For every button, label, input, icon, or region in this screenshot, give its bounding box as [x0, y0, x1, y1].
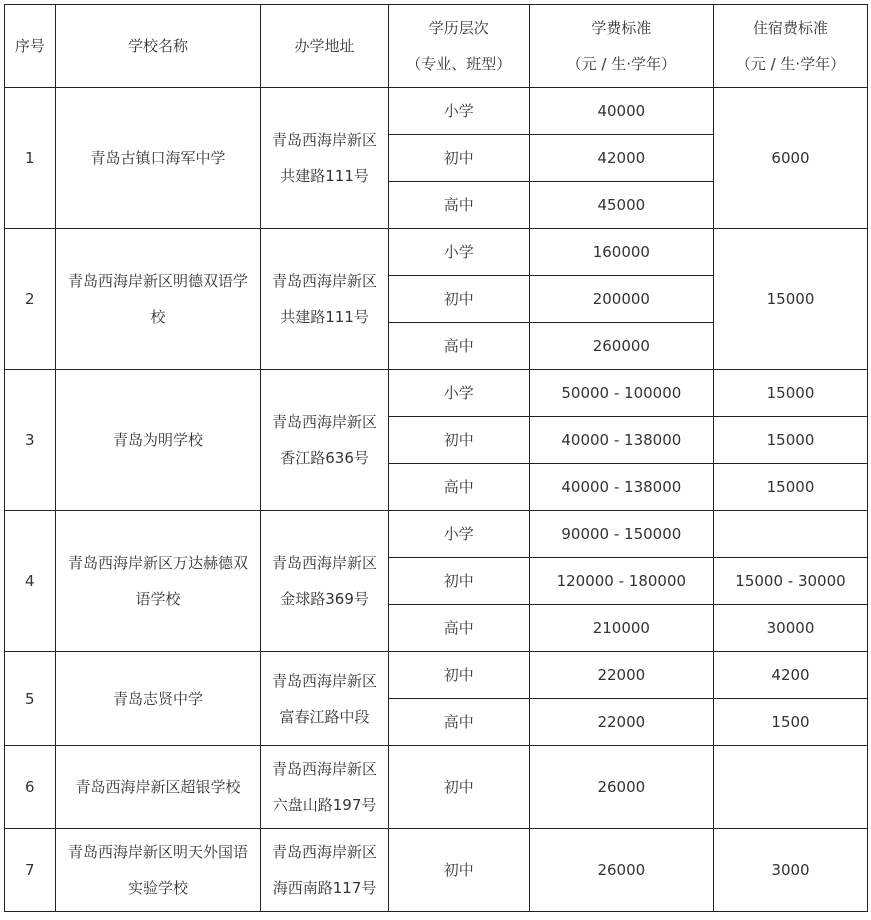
- school-index: 2: [5, 229, 56, 370]
- school-address: 青岛西海岸新区 金球路369号: [261, 511, 389, 652]
- tuition-cell: 22000: [529, 652, 713, 699]
- school-index: 7: [5, 829, 56, 912]
- header-level: 学历层次 （专业、班型）: [388, 5, 529, 88]
- tuition-cell: 50000 - 100000: [529, 370, 713, 417]
- table-row: [5, 229, 868, 276]
- school-name: 青岛西海岸新区超银学校: [55, 746, 261, 829]
- level-cell: 小学: [388, 229, 529, 276]
- school-address: 青岛西海岸新区 共建路111号: [261, 229, 389, 370]
- header-index: 序号: [5, 5, 56, 88]
- school-index: 6: [5, 746, 56, 829]
- level-cell: 高中: [388, 323, 529, 370]
- school-name: 青岛西海岸新区万达赫德双 语学校: [55, 511, 261, 652]
- school-index: 3: [5, 370, 56, 511]
- level-cell: 小学: [388, 88, 529, 135]
- header-row: [5, 5, 868, 88]
- school-index: 4: [5, 511, 56, 652]
- tuition-cell: 22000: [529, 699, 713, 746]
- school-address: 青岛西海岸新区 富春江路中段: [261, 652, 389, 746]
- boarding-cell: 15000: [714, 464, 868, 511]
- school-index: 5: [5, 652, 56, 746]
- boarding-cell: 6000: [714, 88, 868, 229]
- tuition-cell: 26000: [529, 746, 713, 829]
- tuition-cell: 90000 - 150000: [529, 511, 713, 558]
- tuition-cell: 120000 - 180000: [529, 558, 713, 605]
- level-cell: 初中: [388, 652, 529, 699]
- school-name: 青岛为明学校: [55, 370, 261, 511]
- level-cell: 高中: [388, 699, 529, 746]
- boarding-cell: 15000: [714, 417, 868, 464]
- level-cell: 初中: [388, 746, 529, 829]
- level-cell: 高中: [388, 182, 529, 229]
- boarding-cell: 1500: [714, 699, 868, 746]
- boarding-cell: [714, 511, 868, 558]
- tuition-cell: 40000 - 138000: [529, 464, 713, 511]
- school-name: 青岛志贤中学: [55, 652, 261, 746]
- level-cell: 小学: [388, 370, 529, 417]
- tuition-cell: 260000: [529, 323, 713, 370]
- tuition-cell: 42000: [529, 135, 713, 182]
- table-row: [5, 746, 868, 829]
- school-address: 青岛西海岸新区 香江路636号: [261, 370, 389, 511]
- level-cell: 高中: [388, 605, 529, 652]
- boarding-cell: 3000: [714, 829, 868, 912]
- tuition-cell: 40000: [529, 88, 713, 135]
- table-row: [5, 829, 868, 912]
- level-cell: 小学: [388, 511, 529, 558]
- tuition-cell: 160000: [529, 229, 713, 276]
- tuition-cell: 26000: [529, 829, 713, 912]
- header-address: 办学地址: [261, 5, 389, 88]
- header-school-name: 学校名称: [55, 5, 261, 88]
- school-name: 青岛西海岸新区明德双语学 校: [55, 229, 261, 370]
- fee-table: [4, 4, 868, 912]
- boarding-cell: [714, 746, 868, 829]
- school-address: 青岛西海岸新区 共建路111号: [261, 88, 389, 229]
- tuition-cell: 45000: [529, 182, 713, 229]
- level-cell: 初中: [388, 829, 529, 912]
- level-cell: 初中: [388, 558, 529, 605]
- boarding-cell: 15000 - 30000: [714, 558, 868, 605]
- level-cell: 高中: [388, 464, 529, 511]
- header-tuition: 学费标准 （元 / 生·学年）: [529, 5, 713, 88]
- table-row: [5, 511, 868, 558]
- level-cell: 初中: [388, 135, 529, 182]
- school-address: 青岛西海岸新区 六盘山路197号: [261, 746, 389, 829]
- school-index: 1: [5, 88, 56, 229]
- level-cell: 初中: [388, 417, 529, 464]
- table-row: [5, 370, 868, 417]
- boarding-cell: 15000: [714, 229, 868, 370]
- header-boarding: 住宿费标准 （元 / 生·学年）: [714, 5, 868, 88]
- level-cell: 初中: [388, 276, 529, 323]
- table-row: [5, 652, 868, 699]
- school-name: 青岛西海岸新区明天外国语 实验学校: [55, 829, 261, 912]
- boarding-cell: 4200: [714, 652, 868, 699]
- tuition-cell: 210000: [529, 605, 713, 652]
- table-row: [5, 88, 868, 135]
- boarding-cell: 30000: [714, 605, 868, 652]
- tuition-cell: 40000 - 138000: [529, 417, 713, 464]
- school-name: 青岛古镇口海军中学: [55, 88, 261, 229]
- tuition-cell: 200000: [529, 276, 713, 323]
- school-address: 青岛西海岸新区 海西南路117号: [261, 829, 389, 912]
- boarding-cell: 15000: [714, 370, 868, 417]
